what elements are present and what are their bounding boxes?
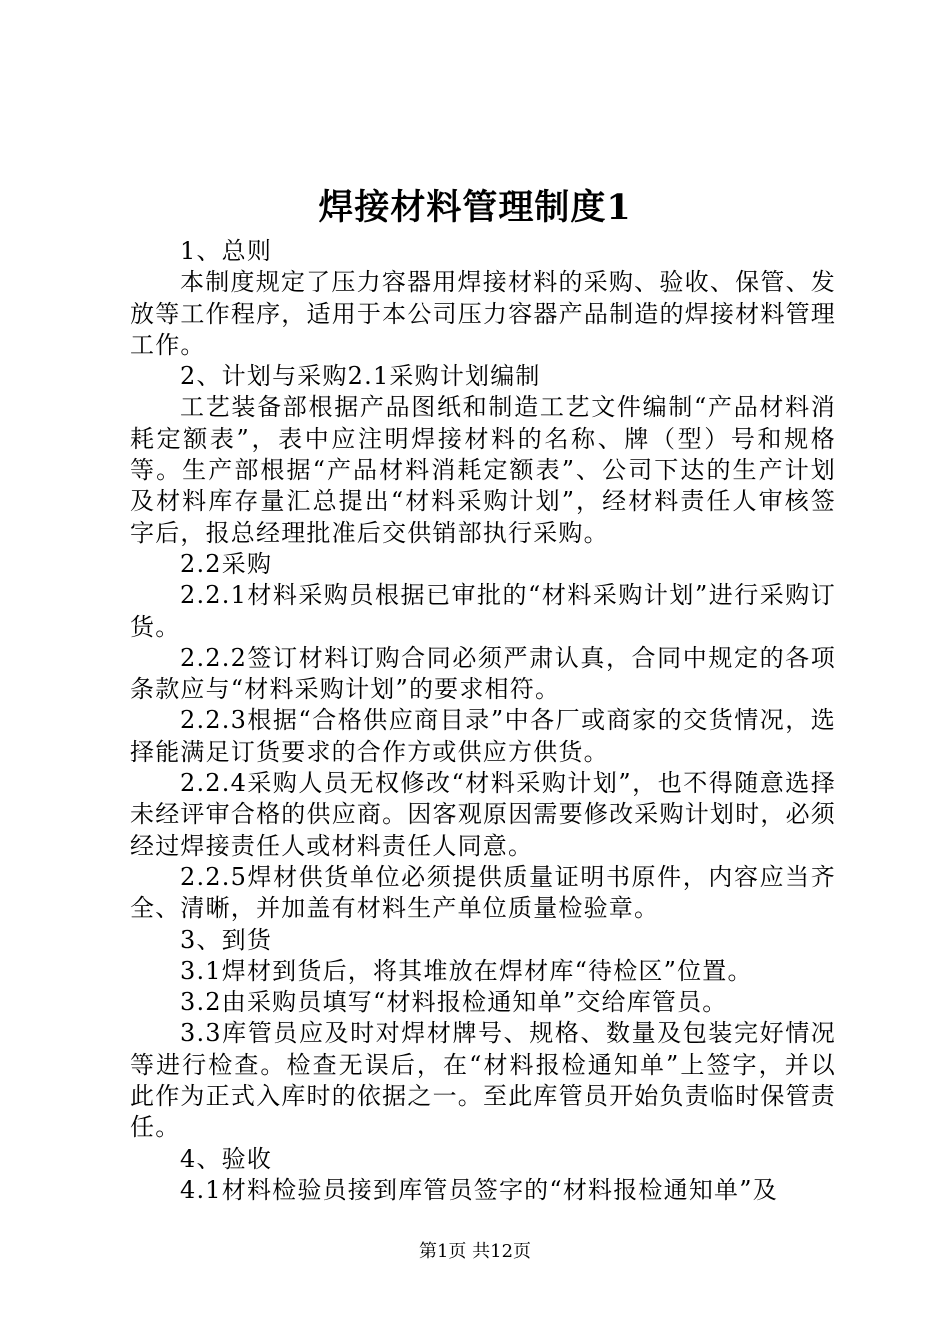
paragraph-4-1: 4.1材料检验员接到库管员签字的“材料报检通知单”及 bbox=[180, 1175, 778, 1204]
section-heading-arrival: 3、到货 bbox=[180, 925, 273, 954]
document-body bbox=[130, 236, 836, 1206]
paragraph-2-2-3: 2.2.3根据“合格供应商目录”中各厂或商家的交货情况，选择能满足订货要求的合作方或供应方供货。 bbox=[130, 706, 836, 766]
paragraph-2-2-1: 2.2.1材料采购员根据已审批的“材料采购计划”进行采购订货。 bbox=[130, 581, 836, 641]
paragraph-plan: 工艺装备部根据产品图纸和制造工艺文件编制“产品材料消耗定额表”，表中应注明焊接材料的名称、牌（型）号和规格等。生产部根据“产品材料消耗定额表”、公司下达的生产计划及材料库存量汇总提出“材料采购计划”，经材料责任人审核签字后，报总经理批准后交供销部执行采购。 bbox=[130, 393, 836, 547]
section-heading-acceptance: 4、验收 bbox=[180, 1144, 273, 1173]
page-footer: 第1页 共12页 bbox=[418, 1241, 532, 1262]
document-title: 焊接材料管理制度1 bbox=[318, 187, 632, 228]
section-heading-plan-purchase: 2、计划与采购2.1采购计划编制 bbox=[180, 362, 541, 391]
paragraph-2-2-2: 2.2.2签订材料订购合同必须严肃认真，合同中规定的各项条款应与“材料采购计划”的要求相符。 bbox=[130, 643, 836, 704]
paragraph-2-2-5: 2.2.5焊材供货单位必须提供质量证明书原件，内容应当齐全、清晰，并加盖有材料生产单位质量检验章。 bbox=[130, 862, 836, 923]
paragraph-2-2-4: 2.2.4采购人员无权修改“材料采购计划”，也不得随意选择未经评审合格的供应商。因客观原因需要修改采购计划时，必须经过焊接责任人或材料责任人同意。 bbox=[130, 769, 836, 860]
paragraph-3-3: 3.3库管员应及时对焊材牌号、规格、数量及包装完好情况等进行检查。检查无误后，在“材料报检通知单”上签字，并以此作为正式入库时的依据之一。至此库管员开始负责临时保管责任。 bbox=[130, 1019, 836, 1142]
paragraph-scope: 本制度规定了压力容器用焊接材料的采购、验收、保管、发放等工作程序，适用于本公司压力容器产品制造的焊接材料管理工作。 bbox=[130, 268, 836, 359]
section-heading-general: 1、总则 bbox=[180, 237, 273, 265]
paragraph-3-2: 3.2由采购员填写“材料报检通知单”交给库管员。 bbox=[180, 988, 728, 1017]
paragraph-3-1: 3.1焊材到货后，将其堆放在焊材库“待检区”位置。 bbox=[180, 956, 753, 985]
subsection-heading-purchase: 2.2采购 bbox=[180, 549, 273, 578]
